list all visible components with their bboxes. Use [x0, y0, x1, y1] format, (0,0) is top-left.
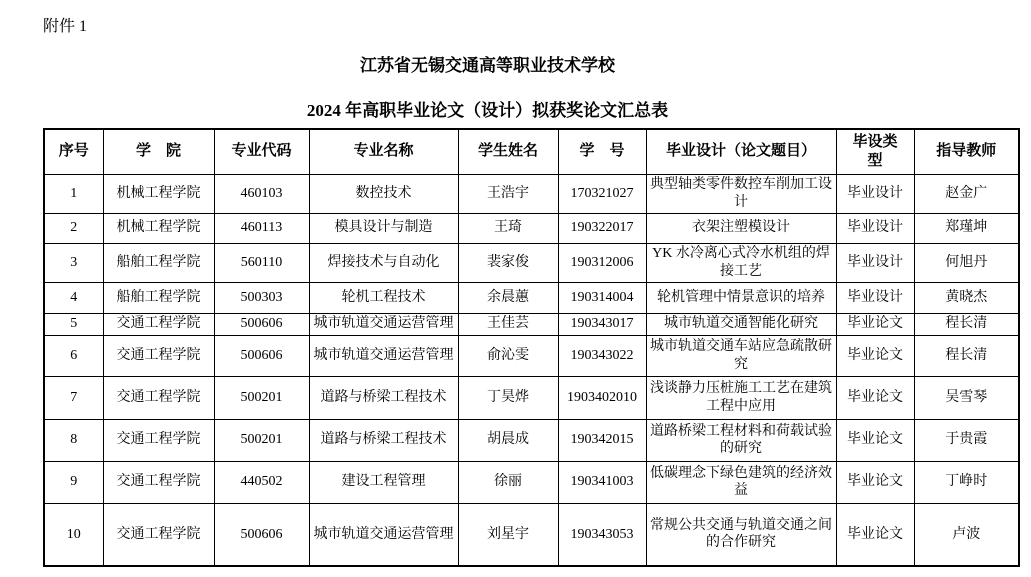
cell-student-name: 胡晨成 — [458, 419, 558, 461]
cell-thesis-title: 道路桥梁工程材料和荷载试验的研究 — [646, 419, 836, 461]
cell-major-name: 数控技术 — [309, 174, 458, 213]
cell-thesis-title: 常规公共交通与轨道交通之间的合作研究 — [646, 503, 836, 566]
cell-college: 机械工程学院 — [103, 174, 214, 213]
cell-major-code: 560110 — [214, 243, 309, 282]
cell-major-code: 500303 — [214, 282, 309, 313]
cell-advisor: 何旭丹 — [914, 243, 1019, 282]
cell-student-name: 裴家俊 — [458, 243, 558, 282]
cell-thesis-title: 城市轨道交通车站应急疏散研究 — [646, 335, 836, 376]
cell-student-id: 190322017 — [558, 213, 646, 243]
table-row — [44, 419, 1019, 461]
cell-thesis-title: 城市轨道交通智能化研究 — [646, 313, 836, 335]
col-header-college: 学 院 — [103, 129, 214, 174]
cell-student-id: 190314004 — [558, 282, 646, 313]
cell-major-name: 道路与桥梁工程技术 — [309, 419, 458, 461]
cell-major-code: 460103 — [214, 174, 309, 213]
col-header-student-name: 学生姓名 — [458, 129, 558, 174]
cell-thesis-type: 毕业设计 — [836, 282, 914, 313]
table-row — [44, 174, 1019, 213]
cell-student-name: 余晨蕙 — [458, 282, 558, 313]
cell-thesis-type: 毕业论文 — [836, 461, 914, 503]
cell-thesis-type: 毕业论文 — [836, 313, 914, 335]
cell-student-id: 190342015 — [558, 419, 646, 461]
cell-major-name: 城市轨道交通运营管理 — [309, 313, 458, 335]
cell-student-id: 190343017 — [558, 313, 646, 335]
col-header-thesis-title: 毕业设计（论文题目） — [646, 129, 836, 174]
cell-advisor: 程长清 — [914, 335, 1019, 376]
cell-major-name: 轮机工程技术 — [309, 282, 458, 313]
cell-student-name: 王浩宇 — [458, 174, 558, 213]
cell-major-code: 500606 — [214, 335, 309, 376]
cell-advisor: 郑瑾坤 — [914, 213, 1019, 243]
document-title: 江苏省无锡交通高等职业技术学校 — [360, 56, 615, 75]
cell-college: 交通工程学院 — [103, 335, 214, 376]
cell-index: 4 — [44, 282, 103, 313]
cell-thesis-type: 毕业论文 — [836, 419, 914, 461]
cell-advisor: 于贵霞 — [914, 419, 1019, 461]
cell-index: 10 — [44, 503, 103, 566]
cell-advisor: 赵金广 — [914, 174, 1019, 213]
cell-major-code: 460113 — [214, 213, 309, 243]
cell-advisor: 黄晓杰 — [914, 282, 1019, 313]
cell-student-name: 丁昊烨 — [458, 376, 558, 419]
cell-college: 交通工程学院 — [103, 313, 214, 335]
table-row — [44, 503, 1019, 566]
cell-student-name: 王琦 — [458, 213, 558, 243]
table-row — [44, 461, 1019, 503]
cell-major-code: 500606 — [214, 503, 309, 566]
cell-thesis-title: 浅谈静力压桩施工工艺在建筑工程中应用 — [646, 376, 836, 419]
cell-index: 5 — [44, 313, 103, 335]
cell-major-name: 焊接技术与自动化 — [309, 243, 458, 282]
cell-index: 8 — [44, 419, 103, 461]
cell-thesis-title: 低碳理念下绿色建筑的经济效益 — [646, 461, 836, 503]
cell-student-name: 刘星宇 — [458, 503, 558, 566]
cell-thesis-title: 衣架注塑模设计 — [646, 213, 836, 243]
cell-student-id: 190312006 — [558, 243, 646, 282]
cell-thesis-type: 毕业论文 — [836, 376, 914, 419]
cell-thesis-type: 毕业设计 — [836, 243, 914, 282]
cell-major-name: 模具设计与制造 — [309, 213, 458, 243]
cell-index: 9 — [44, 461, 103, 503]
cell-thesis-title: 轮机管理中情景意识的培养 — [646, 282, 836, 313]
cell-thesis-type: 毕业设计 — [836, 213, 914, 243]
cell-student-id: 1903402010 — [558, 376, 646, 419]
cell-college: 交通工程学院 — [103, 376, 214, 419]
cell-thesis-type: 毕业论文 — [836, 335, 914, 376]
cell-thesis-type: 毕业论文 — [836, 503, 914, 566]
cell-major-name: 建设工程管理 — [309, 461, 458, 503]
cell-student-id: 170321027 — [558, 174, 646, 213]
cell-college: 交通工程学院 — [103, 461, 214, 503]
table-row — [44, 335, 1019, 376]
col-header-major-name: 专业名称 — [309, 129, 458, 174]
table-row — [44, 282, 1019, 313]
table-row — [44, 243, 1019, 282]
table-header-row — [44, 129, 1019, 174]
document-subtitle: 2024 年高职毕业论文（设计）拟获奖论文汇总表 — [306, 101, 669, 120]
cell-student-name: 王佳芸 — [458, 313, 558, 335]
awards-summary-table — [43, 128, 1020, 567]
cell-index: 1 — [44, 174, 103, 213]
cell-major-code: 500201 — [214, 419, 309, 461]
cell-advisor: 吴雪琴 — [914, 376, 1019, 419]
cell-student-id: 190343022 — [558, 335, 646, 376]
cell-index: 2 — [44, 213, 103, 243]
cell-advisor: 丁峥时 — [914, 461, 1019, 503]
cell-college: 船舶工程学院 — [103, 243, 214, 282]
table-row — [44, 213, 1019, 243]
table-row — [44, 313, 1019, 335]
cell-college: 交通工程学院 — [103, 503, 214, 566]
cell-index: 6 — [44, 335, 103, 376]
col-header-student-id: 学 号 — [558, 129, 646, 174]
col-header-advisor: 指导教师 — [914, 129, 1019, 174]
cell-student-name: 徐丽 — [458, 461, 558, 503]
cell-thesis-type: 毕业设计 — [836, 174, 914, 213]
cell-student-id: 190343053 — [558, 503, 646, 566]
cell-major-name: 道路与桥梁工程技术 — [309, 376, 458, 419]
cell-advisor: 程长清 — [914, 313, 1019, 335]
cell-major-code: 500201 — [214, 376, 309, 419]
cell-major-name: 城市轨道交通运营管理 — [309, 335, 458, 376]
cell-index: 3 — [44, 243, 103, 282]
table-row — [44, 376, 1019, 419]
cell-major-code: 500606 — [214, 313, 309, 335]
cell-student-name: 俞沁雯 — [458, 335, 558, 376]
cell-college: 船舶工程学院 — [103, 282, 214, 313]
cell-college: 机械工程学院 — [103, 213, 214, 243]
cell-index: 7 — [44, 376, 103, 419]
cell-major-code: 440502 — [214, 461, 309, 503]
cell-student-id: 190341003 — [558, 461, 646, 503]
cell-advisor: 卢波 — [914, 503, 1019, 566]
col-header-major-code: 专业代码 — [214, 129, 309, 174]
cell-major-name: 城市轨道交通运营管理 — [309, 503, 458, 566]
attachment-label: 附件 1 — [43, 18, 88, 35]
col-header-thesis-type: 毕设类型 — [836, 129, 914, 174]
table-body — [44, 174, 1019, 566]
cell-thesis-title: YK 水冷离心式冷水机组的焊接工艺 — [646, 243, 836, 282]
cell-college: 交通工程学院 — [103, 419, 214, 461]
cell-thesis-title: 典型轴类零件数控车削加工设计 — [646, 174, 836, 213]
col-header-index: 序号 — [44, 129, 103, 174]
